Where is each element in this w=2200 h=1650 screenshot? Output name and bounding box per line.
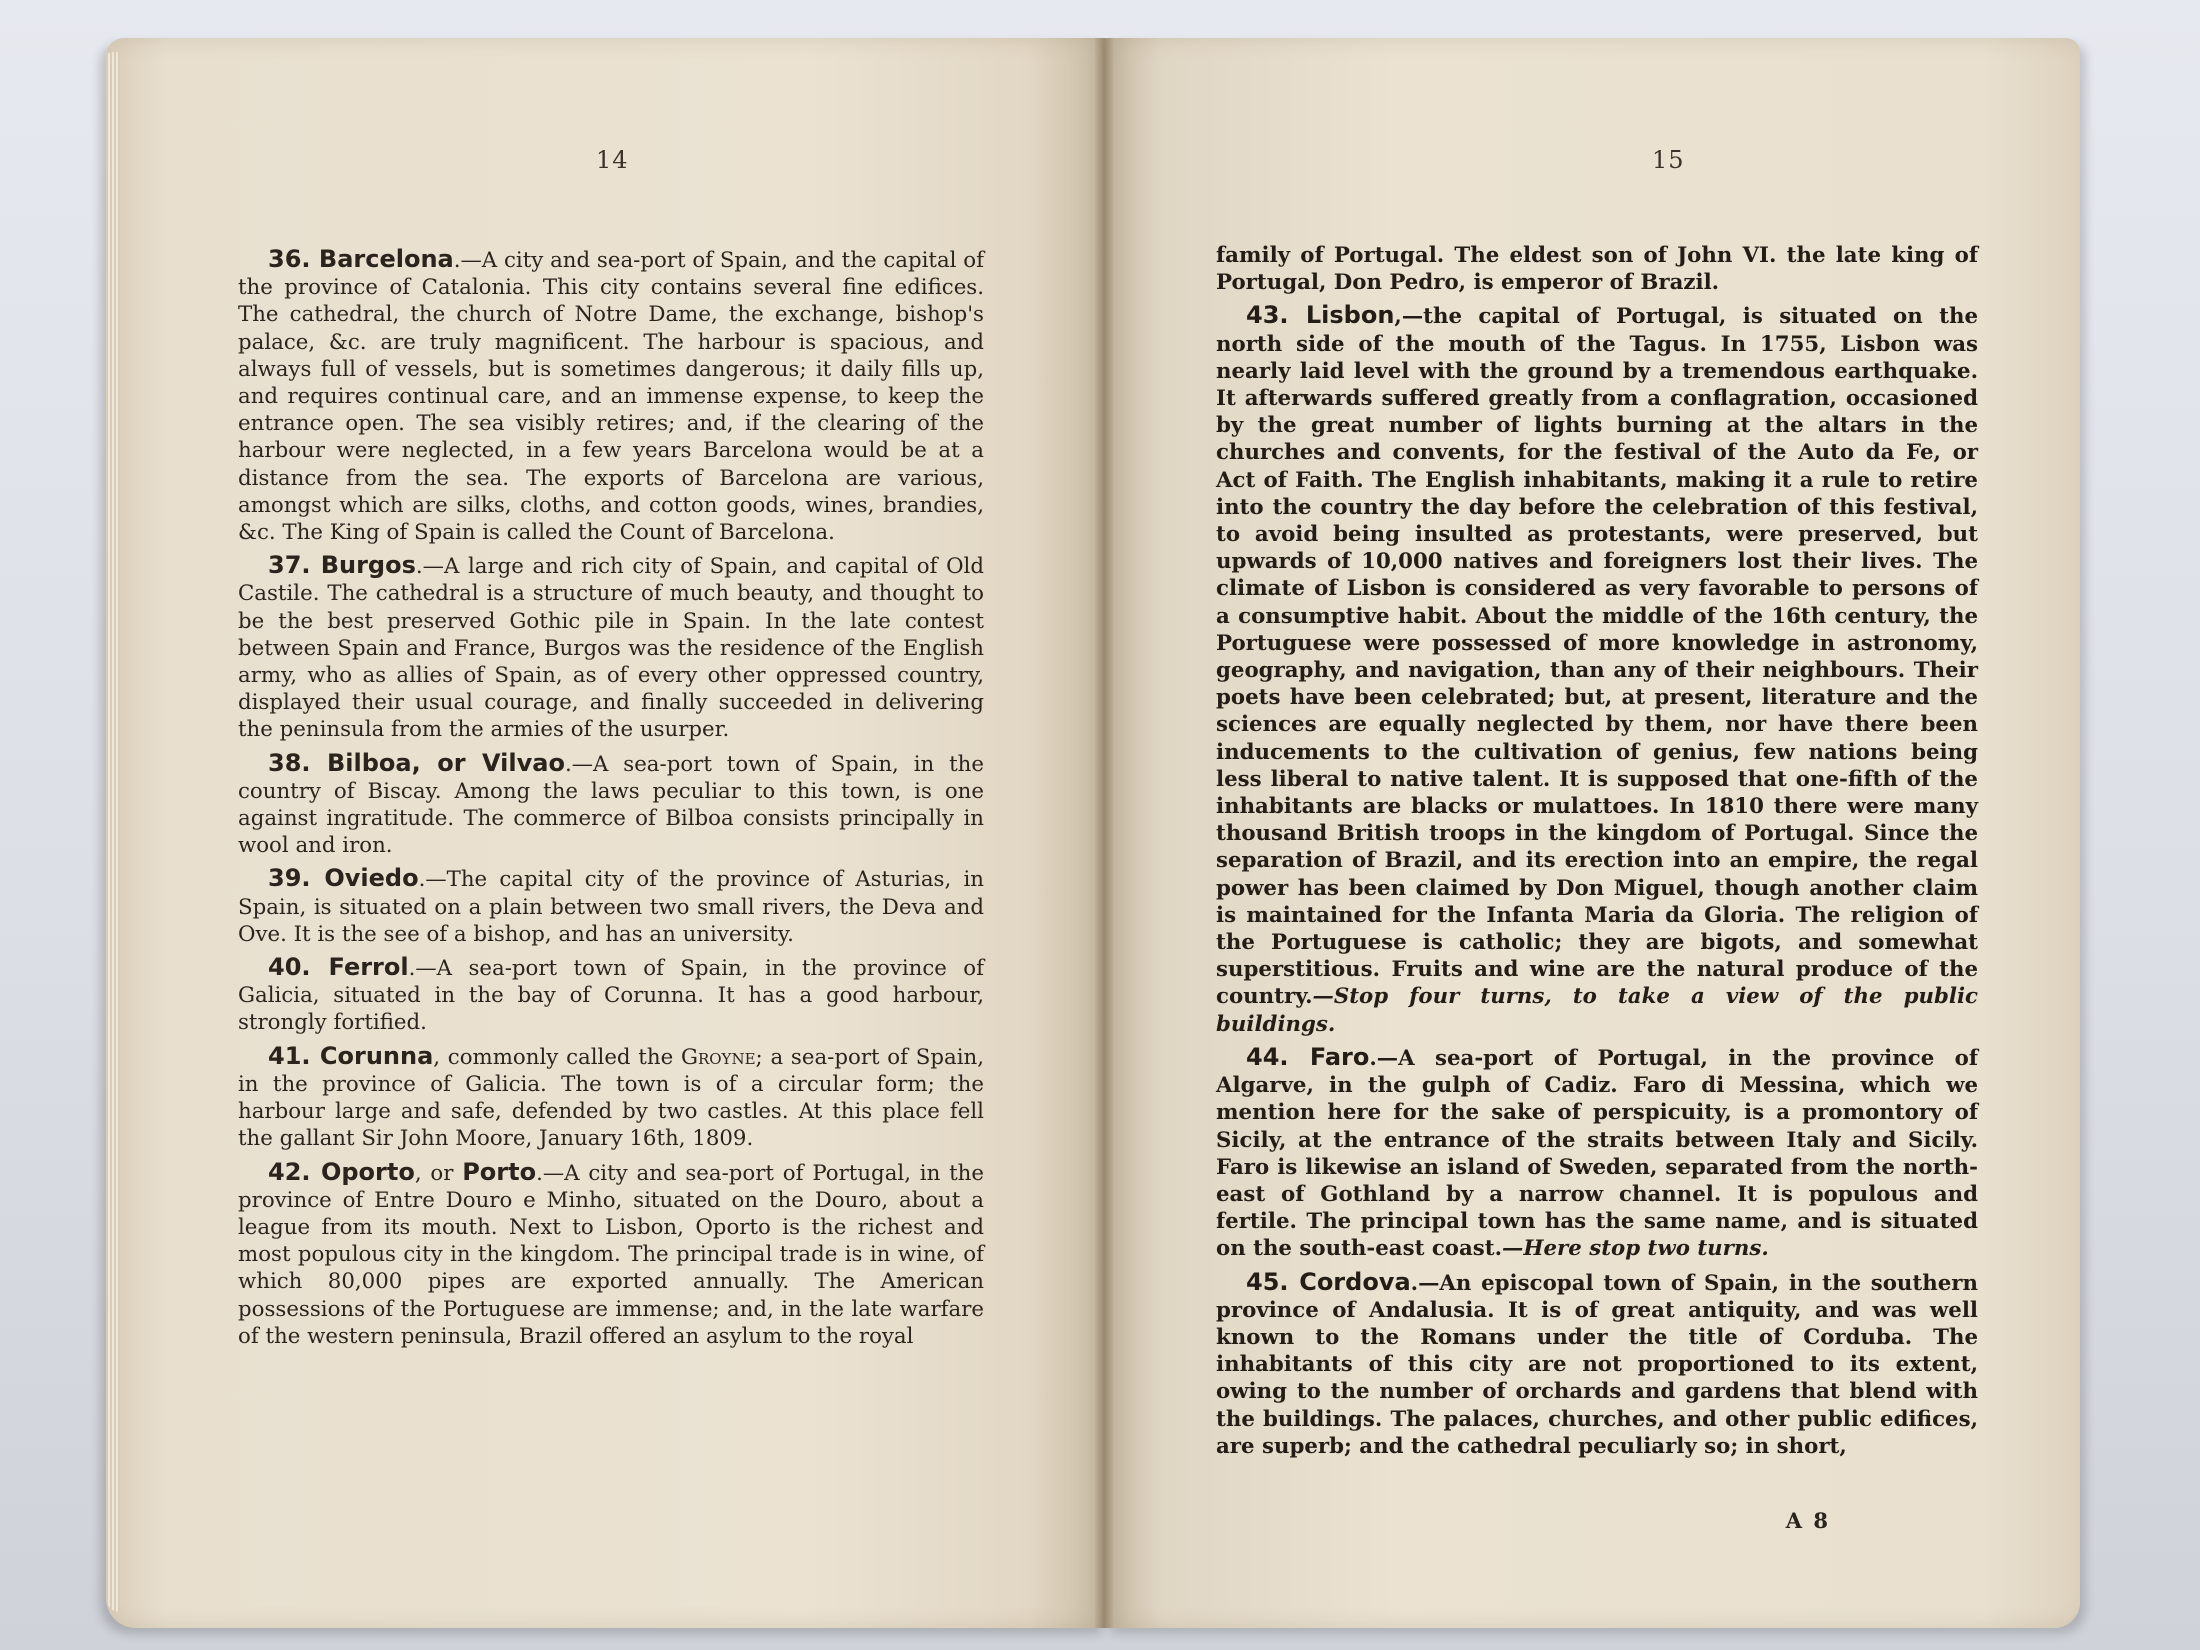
entry-text: .—A sea-port town of Spain, in the province of Galicia, situated in the bay of Corunna. It has a good harbour, strongly fortified. — [238, 956, 984, 1036]
entry-number: 37 — [268, 551, 302, 580]
entry-number: 45 — [1246, 1267, 1280, 1296]
right-page-text — [1216, 242, 1978, 1466]
right-page — [1104, 38, 2080, 1628]
entry-text: .—A sea-port of Portugal, in the province of Algarve, in the gulph of Cadiz. Faro di Messina, which we mention here for the sake of perspicuity, is a promontory of Sicily, at the entrance of the straits between Italy and Sicily. Faro is likewise an island of Sweden, separated from the north-east of Gothland by a narrow channel. It is populous and fertile. The principal town has the same name, and is situated on the south-east coast. — [1216, 1045, 1978, 1262]
entry-headword: Faro — [1309, 1042, 1370, 1071]
entry-headword: Oporto — [320, 1157, 415, 1186]
entry-text-lead: , commonly called the — [433, 1044, 681, 1070]
entry-headword: Oviedo — [324, 864, 419, 893]
entry-connector: , or — [414, 1160, 463, 1186]
entry-headword: Corunna — [319, 1041, 434, 1070]
entry-headword: Lisbon — [1305, 301, 1395, 330]
entry-text: ; a sea-port of Spain, in the province of Galicia. The town is of a circular form; the harbour large and safe, defended by two castles. At this place fell the gallant Sir John Moore, January 16th, 1809. — [238, 1044, 984, 1152]
entry-37: 37. Burgos.—A large and rich city of Spain, and capital of Old Castile. The cathedral is a structure of much beauty, and thought to be the best preserved Gothic pile in Spain. In the late contest between Spain and France, Burgos was the residence of the English army, who as allies of Spain, as of every other oppressed country, displayed their usual courage, and finally succeeded in delivering the peninsula from the armies of the usurper. — [238, 551, 984, 743]
left-page — [106, 38, 1108, 1628]
page-edges — [106, 52, 120, 1612]
entry-text: .—The capital city of the province of Asturias, in Spain, is situated on a plain between two small rivers, the Deva and Ove. It is the see of a bishop, and has an university. — [238, 867, 984, 947]
entry-number: 42 — [268, 1157, 302, 1186]
entry-number: 40 — [268, 953, 302, 982]
book-gutter — [1095, 38, 1113, 1628]
entry-headword: Ferrol — [328, 953, 409, 982]
entry-38: 38. Bilboa, or Vilvao.—A sea-port town of Spain, in the country of Biscay. Among the laws peculiar to this town, is one against ingratitude. The commerce of Bilboa consists principally in wool and iron. — [238, 748, 984, 859]
entry-number: 43 — [1246, 301, 1280, 330]
entry-42: 42. Oporto, or Porto.—A city and sea-port of Portugal, in the province of Entre Douro e Minho, situated on the Douro, about a league from its mouth. Next to Lisbon, Oporto is the richest and most populous city in the kingdom. The principal trade is in wine, of which 80,000 pipes are exported annually. The American possessions of the Portuguese are immense; and, in the late warfare of the western peninsula, Brazil offered an asylum to the royal — [238, 1157, 985, 1349]
open-book — [100, 38, 2080, 1633]
entry-headword: Bilboa, or Vilvao — [327, 748, 565, 777]
page-number-left: 14 — [596, 146, 629, 174]
entry-headword: Barcelona — [318, 245, 454, 273]
signature-mark: A 8 — [1785, 1508, 1830, 1533]
entry-45: 45. Cordova.—An episcopal town of Spain, in the southern province of Andalusia. It is of great antiquity, and was well known to the Romans under the title of Corduba. The inhabitants of this city are not proportioned to its extent, owing to the number of orchards and gardens that blend with the buildings. The palaces, churches, and other public edifices, are superb; and the cathedral peculiarly so; in short, — [1216, 1267, 1978, 1459]
entry-headword: Cordova — [1299, 1267, 1411, 1296]
entry-41: 41. Corunna, commonly called the Groyne; a sea-port of Spain, in the province of Galicia. The town is of a circular form; the harbour large and safe, defended by two castles. At this place fell the gallant Sir John Moore, January 16th, 1809. — [238, 1041, 984, 1152]
entry-40: 40. Ferrol.—A sea-port town of Spain, in the province of Galicia, situated in the bay of Corunna. It has a good harbour, strongly fortified. — [238, 953, 984, 1036]
entry-text: .—A large and rich city of Spain, and capital of Old Castile. The cathedral is a structure of much beauty, and thought to be the best preserved Gothic pile in Spain. In the late contest between Spain and France, Burgos was the residence of the English army, who as allies of Spain, as of every other oppressed country, displayed their usual courage, and finally succeeded in delivering the peninsula from the armies of the usurper. — [238, 554, 984, 743]
entry-number: 36 — [268, 245, 302, 273]
entry-text: .—A sea-port town of Spain, in the country of Biscay. Among the laws peculiar to this town, is one against ingratitude. The commerce of Bilboa consists principally in wool and iron. — [238, 751, 984, 859]
entry-36: 36. Barcelona.—A city and sea-port of Spain, and the capital of the province of Catalonia. This city contains several fine edifices. The cathedral, the church of Notre Dame, the exchange, bishop's palace, &c. are truly magnificent. The harbour is spacious, and always full of vessels, but is sometimes dangerous; it daily fills up, and requires continual care, and an immense expense, to keep the entrance open. The sea visibly retires; and, if the clearing of the harbour were neglected, in a few years Barcelona would be at a distance from the sea. The exports of Barcelona are various, amongst which are silks, cloths, and cotton goods, wines, brandies, &c. The King of Spain is called the Count of Barcelona. — [238, 245, 984, 546]
entry-text: ,—the capital of Portugal, is situated on the north side of the mouth of the Tagus. In 1755, Lisbon was nearly laid level with the ground by a tremendous earthquake. It afterwards suffered greatly from a conflagration, occasioned by the great number of lights burning at the altars in the churches and convents, for the festival of the Auto da Fe, or Act of Faith. The English inhabitants, making it a rule to retire into the country the day before the celebration of this festival, to avoid being insulted as protestants, were preserved, but upwards of 10,000 natives and foreigners lost their lives. The climate of Lisbon is considered as very favorable to persons of a consumptive habit. About the middle of the 16th century, the Portuguese were possessed of more knowledge in astronomy, geography, and navigation, than any of their neighbours. Their poets have been celebrated; but, at present, literature and the sciences are equally neglected by them, nor have there been inducements to the cultivation of genius, few nations being less liberal to native talent. It is supposed that one-fifth of the inhabitants are blacks or mulattoes. In 1810 there were many thousand British troops in the kingdom of Portugal. Since the separation of Brazil, and its erection into an empire, the regal power has been claimed by Don Miguel, though another claim is maintained for the Infanta Maria da Gloria. The religion of the Portuguese is catholic; they are bigots, and somewhat superstitious. Fruits and wine are the natural produce of the country. — [1216, 304, 1978, 1010]
entry-text: .—A city and sea-port of Portugal, in the province of Entre Douro e Minho, situated on the Douro, about a league from its mouth. Next to Lisbon, Oporto is the richest and most populous city in the kingdom. The principal trade is in wine, of which 80,000 pipes are exported annually. The American possessions of the Portuguese are immense; and, in the late warfare of the western peninsula, Brazil offered an asylum to the royal — [238, 1160, 985, 1349]
game-instruction: —Stop four turns, to take a view of the public buildings. — [1216, 984, 1978, 1037]
entry-number: 38 — [268, 748, 302, 777]
entry-number: 39 — [268, 864, 302, 893]
entry-text: .—An episcopal town of Spain, in the southern province of Andalusia. It is of great antiquity, and was well known to the Romans under the title of Corduba. The inhabitants of this city are not proportioned to its extent, owing to the number of orchards and gardens that blend with the buildings. The palaces, churches, and other public edifices, are superb; and the cathedral peculiarly so; in short, — [1216, 1270, 1978, 1459]
left-page-text — [238, 246, 984, 1356]
entry-39: 39. Oviedo.—The capital city of the province of Asturias, in Spain, is situated on a plain between two small rivers, the Deva and Ove. It is the see of a bishop, and has an university. — [238, 864, 984, 947]
entry-headword: Burgos — [320, 551, 416, 580]
continuation-text: family of Portugal. The eldest son of John VI. the late king of Portugal, Don Pedro, is emperor of Brazil. — [1216, 243, 1978, 296]
entry-headword-alt: Porto — [462, 1157, 537, 1186]
entry-44: 44. Faro.—A sea-port of Portugal, in the province of Algarve, in the gulph of Cadiz. Faro di Messina, which we mention here for the sake of perspicuity, is a promontory of Sicily, at the entrance of the straits between Italy and Sicily. Faro is likewise an island of Sweden, separated from the north-east of Gothland by a narrow channel. It is populous and fertile. The principal town has the same name, and is situated on the south-east coast.—Here stop two turns. — [1216, 1042, 1978, 1262]
entry-number: 41 — [268, 1041, 302, 1070]
entry-number: 44 — [1246, 1042, 1280, 1071]
entry-smallcaps: Groyne — [680, 1044, 756, 1070]
entry-43: 43. Lisbon,—the capital of Portugal, is situated on the north side of the mouth of the Tagus. In 1755, Lisbon was nearly laid level with the ground by a tremendous earthquake. It afterwards suffered greatly from a conflagration, occasioned by the great number of lights burning at the altars in the churches and convents, for the festival of the Auto da Fe, or Act of Faith. The English inhabitants, making it a rule to retire into the country the day before the celebration of this festival, to avoid being insulted as protestants, were preserved, but upwards of 10,000 natives and foreigners lost their lives. The climate of Lisbon is considered as very favorable to persons of a consumptive habit. About the middle of the 16th century, the Portuguese were possessed of more knowledge in astronomy, geography, and navigation, than any of their neighbours. Their poets have been celebrated; but, at present, literature and the sciences are equally neglected by them, nor have there been inducements to the cultivation of genius, few nations being less liberal to native talent. It is supposed that one-fifth of the inhabitants are blacks or mulattoes. In 1810 there were many thousand British troops in the kingdom of Portugal. Since the separation of Brazil, and its erection into an empire, the regal power has been claimed by Don Miguel, though another claim is maintained for the Infanta Maria da Gloria. The religion of the Portuguese is catholic; they are bigots, and somewhat superstitious. Fruits and wine are the natural produce of the country.—Stop four turns, to take a view of the public buildings. — [1216, 301, 1978, 1037]
game-instruction: —Here stop two turns. — [1502, 1236, 1769, 1262]
entry-text: .—A city and sea-port of Spain, and the capital of the province of Catalonia. This city contains several fine edifices. The cathedral, the church of Notre Dame, the exchange, bishop's palace, &c. are truly magnificent. The harbour is spacious, and always full of vessels, but is sometimes dangerous; it daily fills up, and requires continual care, and an immense expense, to keep the entrance open. The sea visibly retires; and, if the clearing of the harbour were neglected, in a few years Barcelona would be at a distance from the sea. The exports of Barcelona are various, amongst which are silks, cloths, and cotton goods, wines, brandies, &c. The King of Spain is called the Count of Barcelona. — [238, 248, 984, 546]
page-number-right: 15 — [1652, 146, 1685, 174]
